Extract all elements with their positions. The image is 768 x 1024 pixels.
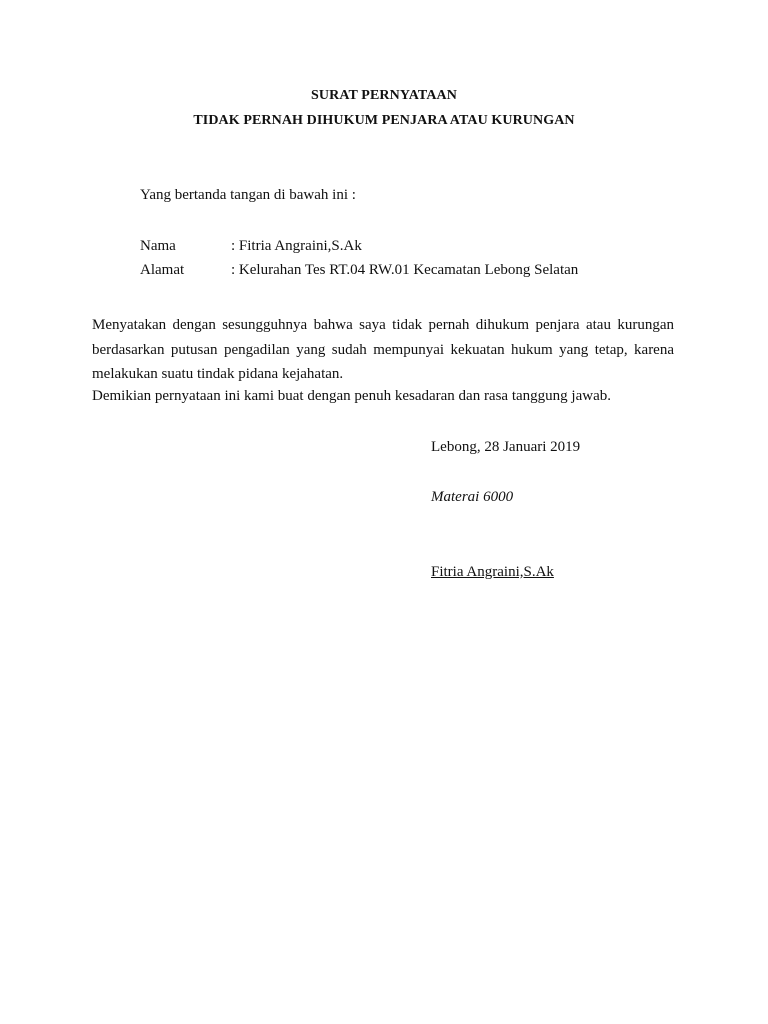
document-title: SURAT PERNYATAAN: [311, 88, 457, 103]
stamp-duty-note: Materai 6000: [431, 489, 514, 505]
field-label: Alamat: [140, 262, 185, 278]
document-subtitle: TIDAK PERNAH DIHUKUM PENJARA ATAU KURUNGAN: [193, 113, 575, 128]
field-row-nama: [140, 238, 362, 255]
field-value: : Fitria Angraini,S.Ak: [231, 238, 362, 254]
field-label: Nama: [140, 238, 176, 254]
field-row-alamat: [140, 262, 578, 279]
statement-paragraph: Menyatakan dengan sesungguhnya bahwa saya tidak pernah dihukum penjara atau kurungan berdasarkan putusan pengadilan yang sudah mempunyai kekuatan hukum yang tetap, karena melakukan suatu tindak pidana kejahatan.: [92, 317, 674, 382]
closing-paragraph: Demikian pernyataan ini kami buat dengan penuh kesadaran dan rasa tanggung jawab.: [92, 388, 611, 404]
signer-name: Fitria Angraini,S.Ak: [431, 564, 554, 580]
field-value: : Kelurahan Tes RT.04 RW.01 Kecamatan Lebong Selatan: [231, 262, 579, 278]
intro-text: Yang bertanda tangan di bawah ini :: [140, 187, 356, 203]
place-date: Lebong, 28 Januari 2019: [431, 439, 581, 455]
